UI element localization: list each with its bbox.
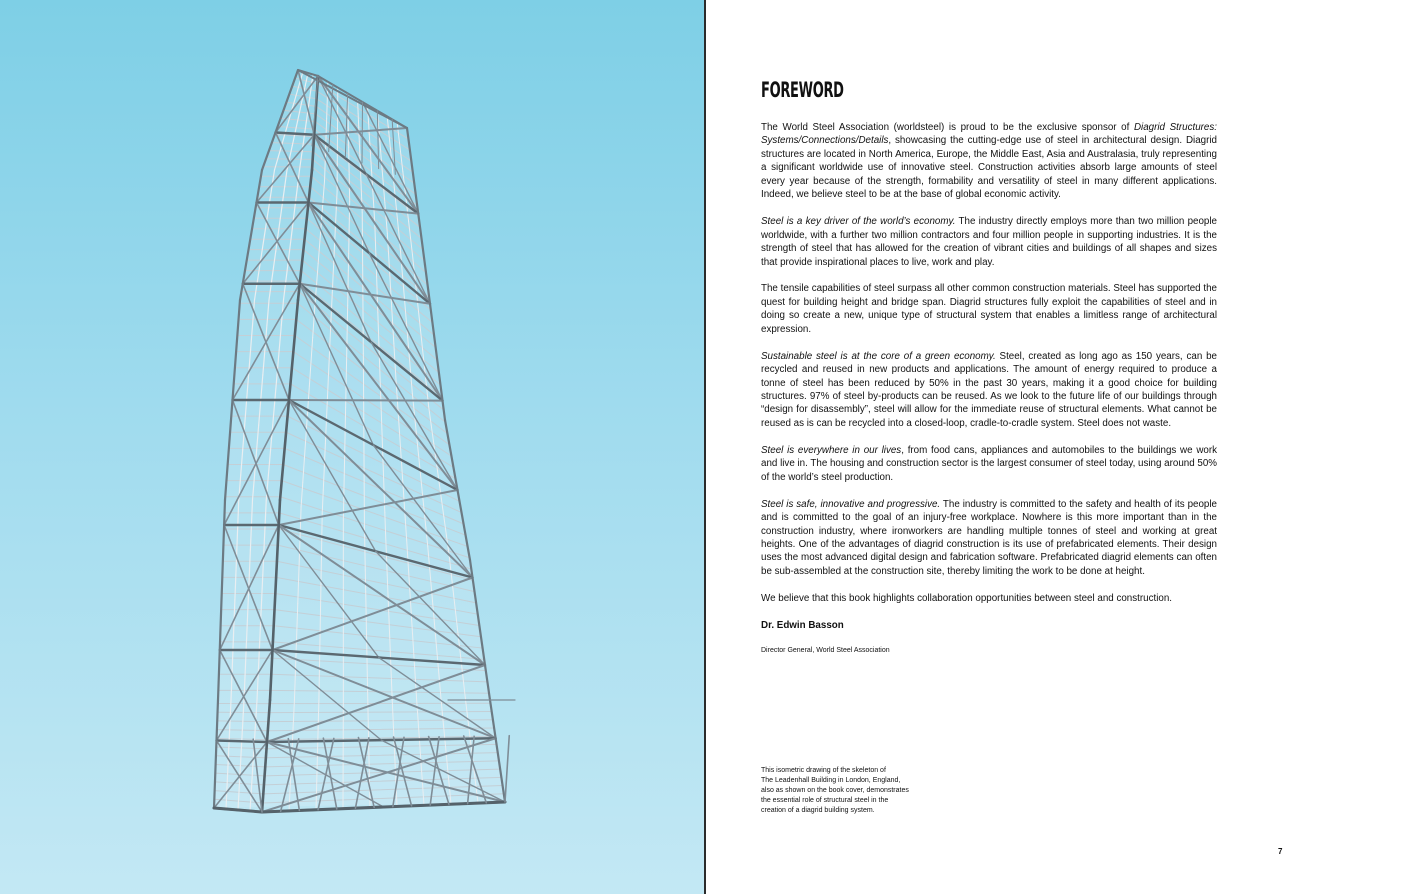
paragraph-2: Steel is a key driver of the world’s economy. The industry directly employs more than two million people worldwide, with a further two million contractors and four million people in supporting industries. It is the strength of steel that has allowed for the creation of vibrant cities and buildings of all shapes and sizes that provide inspirational places to live, work and play.	[761, 216, 1218, 268]
page-title: FOREWORD	[761, 78, 844, 102]
signature-name: Dr. Edwin Basson	[761, 619, 844, 631]
paragraph-5: Steel is everywhere in our lives, from food cans, appliances and automobiles to the buildings we work and live in. The housing and construction sector is the largest consumer of steel today, using around 50% of the world’s steel production.	[761, 444, 1218, 483]
caption-line: also as shown on the book cover, demonstrates	[761, 787, 909, 794]
caption-line: the essential role of structural steel in the	[761, 797, 889, 804]
right-page	[706, 0, 1408, 894]
caption-line: This isometric drawing of the skeleton of	[761, 767, 886, 774]
illustration-caption	[761, 766, 946, 816]
caption-line: The Leadenhall Building in London, England,	[761, 777, 901, 784]
paragraph-1: The World Steel Association (worldsteel) is proud to be the exclusive sponsor of Diagrid Structures: Systems/Connections/Details, showcasing the cutting-edge use of steel in architectural design. Diagrid structures are located in North America, Europe, the Middle East, Asia and Australasia, truly representing a significant worldwide use of innovative steel. Construction activities absorb large amounts of steel every year because of the strength, formability and versatility of steel in many different applications. Indeed, we believe steel to be at the base of global economic activity.	[761, 122, 1217, 201]
page-number: 7	[1278, 847, 1283, 856]
foreword-body	[761, 121, 1217, 669]
paragraph-6: Steel is safe, innovative and progressive. The industry is committed to the safety and health of its people and is committed to the goal of an injury-free workplace. Nowhere is this more important than in the construction industry, where ironworkers are handling multiple tonnes of steel and working at great heights. One of the advantages of diagrid construction is its use of prefabricated elements. Their design uses the most advanced digital design and fabrication software. Prefabricated diagrid elements can often be sub-assembled at the construction site, thereby limiting the work to be done at height.	[761, 498, 1217, 577]
paragraph-4: Sustainable steel is at the core of a green economy. Steel, created as long ago as 150 years, can be recycled and reused in new products and applications. The amount of energy required to produce a tonne of steel has been reduced by 50% in the past 30 years, making it a good choice for building structures. 97% of steel by-products can be reused. As we look to the future life of our buildings through “design for disassembly”, steel will allow for the immediate reuse of structural elements. What cannot be reused as is can be recycled into a closed-loop, cradle-to-cradle system. Steel does not waste.	[761, 350, 1217, 429]
paragraph-7: We believe that this book highlights collaboration opportunities between steel and construction.	[761, 592, 1173, 604]
paragraph-3: The tensile capabilities of steel surpass all other common construction materials. Steel has supported the quest for building height and bridge span. Diagrid structures fully exploit the capabilities of steel and in doing so create a new, unique type of structural system that enables a limitless range of architectural expression.	[761, 283, 1217, 335]
signature-role: Director General, World Steel Association	[761, 646, 890, 654]
caption-line: creation of a diagrid building system.	[761, 807, 875, 814]
